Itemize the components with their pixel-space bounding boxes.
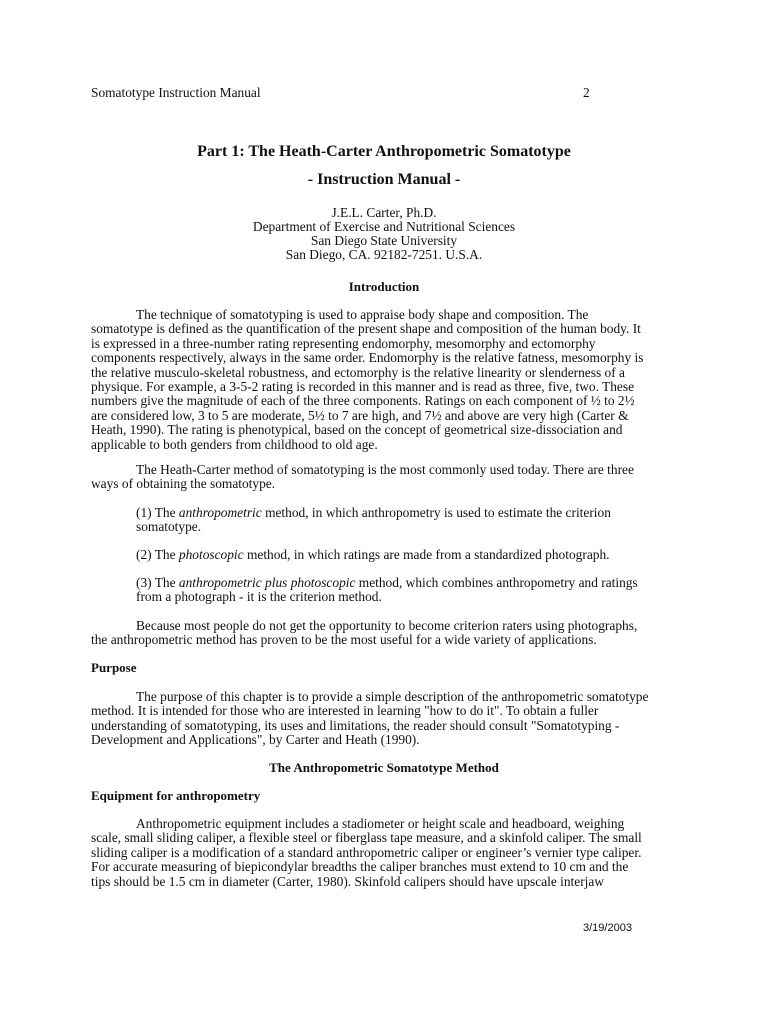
text-line: ways of obtaining the somatotype. [91,476,276,492]
text-line [136,506,656,520]
text-line: sliding caliper is a modification of a standard anthropometric caliper or engineer’s vernier type caliper. [91,844,642,860]
text-line: are considered low, 3 to 5 are moderate, 5½ to 7 are high, and 7½ and above are very high (Carter & [91,407,629,423]
item-term: anthropometric [178,505,262,520]
author-name: J.E.L. Carter, Ph.D. [331,205,437,220]
running-header-title: Somatotype Instruction Manual [91,85,261,100]
item-rest: method, in which ratings are made from a standardized photograph. [243,547,610,562]
purpose-heading: Purpose [91,660,137,675]
item-rest: method, which combines anthropometry and ratings [355,575,638,590]
text-line: For accurate measuring of biepicondylar breadths the caliper branches must extend to 10 cm and the [91,859,629,875]
document-subtitle: - Instruction Manual - [307,171,461,188]
author-university: San Diego State University [310,233,458,248]
introduction-paragraph-2 [91,463,651,492]
text-line: The Heath-Carter method of somatotyping is the most commonly used today. There are three [136,462,634,477]
text-line: Heath, 1990). The rating is phenotypical, based on the concept of geometrical size-dissociation and [91,422,623,438]
text-line: understanding of somatotyping, its uses and limitations, the reader should consult "Somatotyping - [91,717,620,733]
item-prefix: (2) The [136,547,179,562]
text-line: scale, small sliding caliper, a flexible steel or fiberglass tape measure, and a skinfold caliper. The small [91,830,642,846]
author-department: Department of Exercise and Nutritional Sciences [252,219,516,234]
text-line: physique. For example, a 3-5-2 rating is recorded in this manner and is read as three, five, two. These [91,379,635,395]
item-prefix: (3) The [136,575,179,590]
text-line: applicable to both genders from childhood to old age. [91,436,378,452]
method-heading: The Anthropometric Somatotype Method [269,760,499,775]
introduction-paragraph-3 [91,619,651,648]
purpose-paragraph [91,690,651,748]
method-item-3 [136,576,656,605]
document-title: Part 1: The Heath-Carter Anthropometric Somatotype [197,143,571,160]
author-address: San Diego, CA. 92182-7251. U.S.A. [285,247,483,262]
text-line: the anthropometric method has proven to be the most useful for a wide variety of applications. [91,632,597,648]
item-prefix: (1) The [136,505,179,520]
method-item-1 [136,506,656,535]
equipment-paragraph [91,817,651,889]
text-line: numbers give the magnitude of each of the three components. Ratings on each component of ½ to 2½ [91,393,635,409]
footer-date: 3/19/2003 [583,922,632,934]
text-line: The technique of somatotyping is used to appraise body shape and composition. The [136,307,589,322]
text-line: method. It is intended for those who are interested in learning "how to do it". To obtain a fuller [91,703,599,719]
introduction-paragraph-1 [91,308,651,452]
text-line: Because most people do not get the opportunity to become criterion raters using photographs, [136,618,638,633]
item-rest: method, in which anthropometry is used to estimate the criterion [261,505,611,520]
text-line: somatotype. [136,519,202,535]
text-line: is expressed in a three-number rating representing endomorphy, mesomorphy and ectomorphy [91,335,596,351]
text-line: components respectively, always in the same order. Endomorphy is the relative fatness, mesomorphy is [91,350,644,366]
page-number: 2 [583,85,590,100]
text-line [136,576,656,590]
introduction-heading: Introduction [348,279,420,294]
text-line: tips should be 1.5 cm in diameter (Carter, 1980). Skinfold calipers should have upscale interjaw [91,873,605,889]
item-term: photoscopic [178,547,244,562]
text-line: the relative musculo-skeletal robustness, and ectomorphy is the relative linearity or slenderness of a [91,364,625,380]
text-line: somatotype is defined as the quantification of the present shape and composition of the human body. It [91,321,641,337]
text-line [136,548,656,562]
text-line: Anthropometric equipment includes a stadiometer or height scale and headboard, weighing [136,816,625,831]
method-item-2 [136,548,656,562]
text-line: from a photograph - it is the criterion method. [136,589,382,605]
equipment-heading: Equipment for anthropometry [91,788,261,803]
item-term: anthropometric plus photoscopic [178,575,356,590]
text-line: Development and Applications", by Carter and Heath (1990). [91,732,420,748]
text-line: The purpose of this chapter is to provide a simple description of the anthropometric somatotype [136,689,649,704]
